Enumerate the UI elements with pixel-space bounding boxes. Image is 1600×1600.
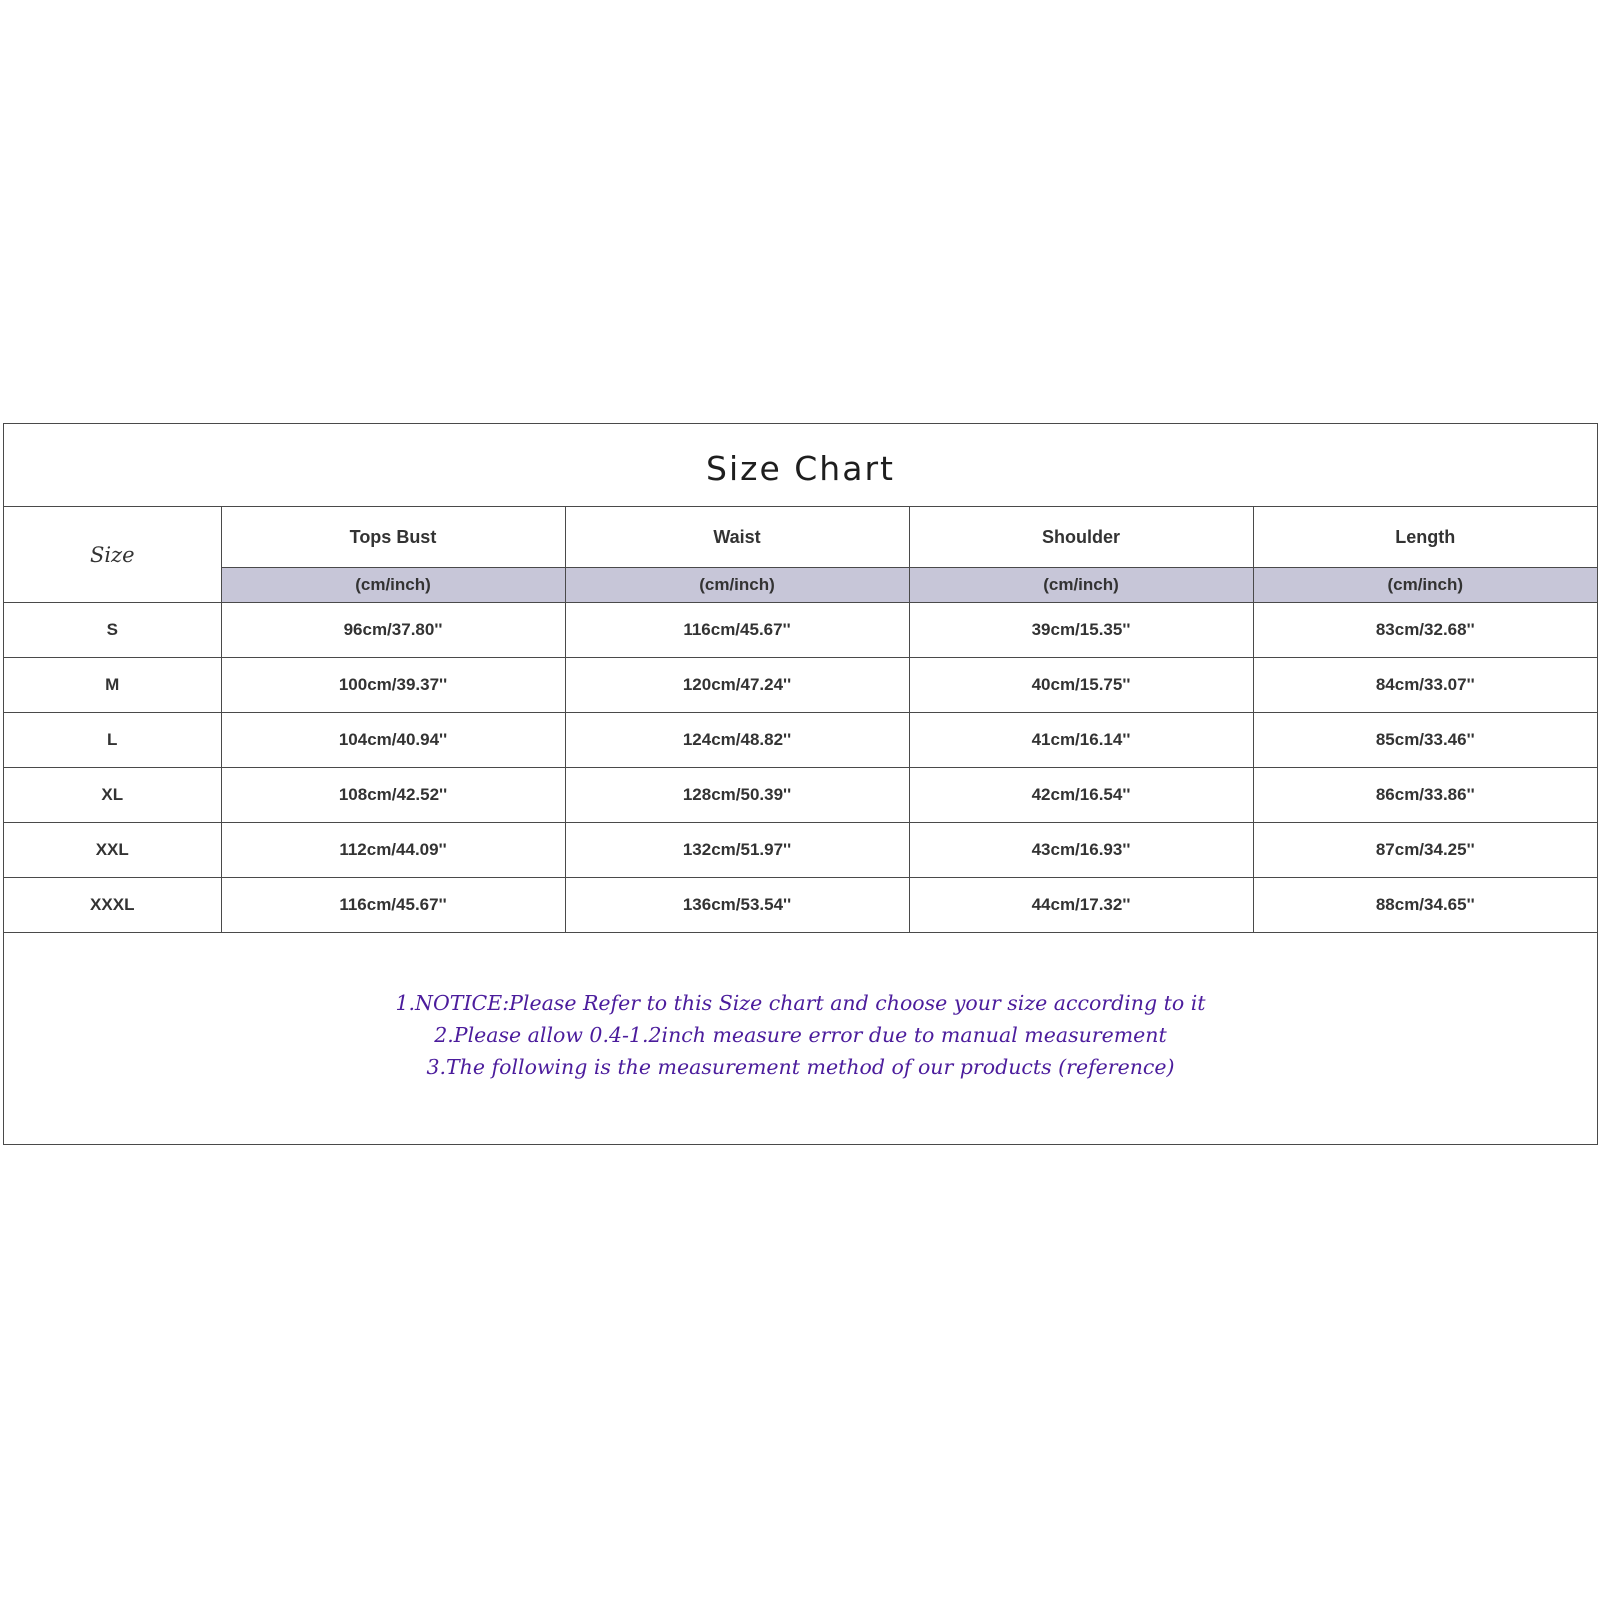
- table-row: [4, 713, 1597, 768]
- unit-label: (cm/inch): [1253, 568, 1597, 603]
- measurement-cell: 42cm/16.54'': [909, 768, 1253, 823]
- chart-title: Size Chart: [706, 448, 895, 488]
- chart-title-bar: [4, 424, 1597, 507]
- size-table: [4, 507, 1597, 933]
- column-header-waist: Waist: [565, 507, 909, 568]
- measurement-cell: 124cm/48.82'': [565, 713, 909, 768]
- measurement-cell: 132cm/51.97'': [565, 823, 909, 878]
- measurement-cell: 40cm/15.75'': [909, 658, 1253, 713]
- table-row: [4, 658, 1597, 713]
- table-header-row: [4, 507, 1597, 568]
- measurement-cell: 86cm/33.86'': [1253, 768, 1597, 823]
- measurement-cell: 104cm/40.94'': [221, 713, 565, 768]
- notice-section: [4, 933, 1597, 1143]
- measurement-cell: 44cm/17.32'': [909, 878, 1253, 933]
- table-row: [4, 823, 1597, 878]
- measurement-cell: 88cm/34.65'': [1253, 878, 1597, 933]
- unit-row: [4, 568, 1597, 603]
- table-row: [4, 603, 1597, 658]
- measurement-cell: 87cm/34.25'': [1253, 823, 1597, 878]
- measurement-cell: 100cm/39.37'': [221, 658, 565, 713]
- measurement-cell: 136cm/53.54'': [565, 878, 909, 933]
- measurement-cell: 43cm/16.93'': [909, 823, 1253, 878]
- notice-line-3: 3.The following is the measurement method of our products (reference): [426, 1055, 1175, 1079]
- unit-label: (cm/inch): [221, 568, 565, 603]
- column-header-tops-bust: Tops Bust: [221, 507, 565, 568]
- column-header-shoulder: Shoulder: [909, 507, 1253, 568]
- size-cell: L: [4, 713, 221, 768]
- size-cell: XXL: [4, 823, 221, 878]
- measurement-cell: 84cm/33.07'': [1253, 658, 1597, 713]
- measurement-cell: 120cm/47.24'': [565, 658, 909, 713]
- measurement-cell: 116cm/45.67'': [221, 878, 565, 933]
- measurement-cell: 108cm/42.52'': [221, 768, 565, 823]
- unit-label: (cm/inch): [909, 568, 1253, 603]
- measurement-cell: 39cm/15.35'': [909, 603, 1253, 658]
- table-row: [4, 878, 1597, 933]
- column-header-length: Length: [1253, 507, 1597, 568]
- size-chart: [3, 423, 1598, 1145]
- notice-line-1: 1.NOTICE:Please Refer to this Size chart and choose your size according to it: [395, 991, 1206, 1015]
- size-column-header: Size: [4, 507, 221, 603]
- measurement-cell: 112cm/44.09'': [221, 823, 565, 878]
- size-cell: XXXL: [4, 878, 221, 933]
- unit-label: (cm/inch): [565, 568, 909, 603]
- size-cell: XL: [4, 768, 221, 823]
- measurement-cell: 85cm/33.46'': [1253, 713, 1597, 768]
- measurement-cell: 116cm/45.67'': [565, 603, 909, 658]
- table-row: [4, 768, 1597, 823]
- measurement-cell: 96cm/37.80'': [221, 603, 565, 658]
- measurement-cell: 41cm/16.14'': [909, 713, 1253, 768]
- notice-line-2: 2.Please allow 0.4-1.2inch measure error due to manual measurement: [434, 1023, 1167, 1047]
- size-cell: M: [4, 658, 221, 713]
- size-cell: S: [4, 603, 221, 658]
- measurement-cell: 83cm/32.68'': [1253, 603, 1597, 658]
- measurement-cell: 128cm/50.39'': [565, 768, 909, 823]
